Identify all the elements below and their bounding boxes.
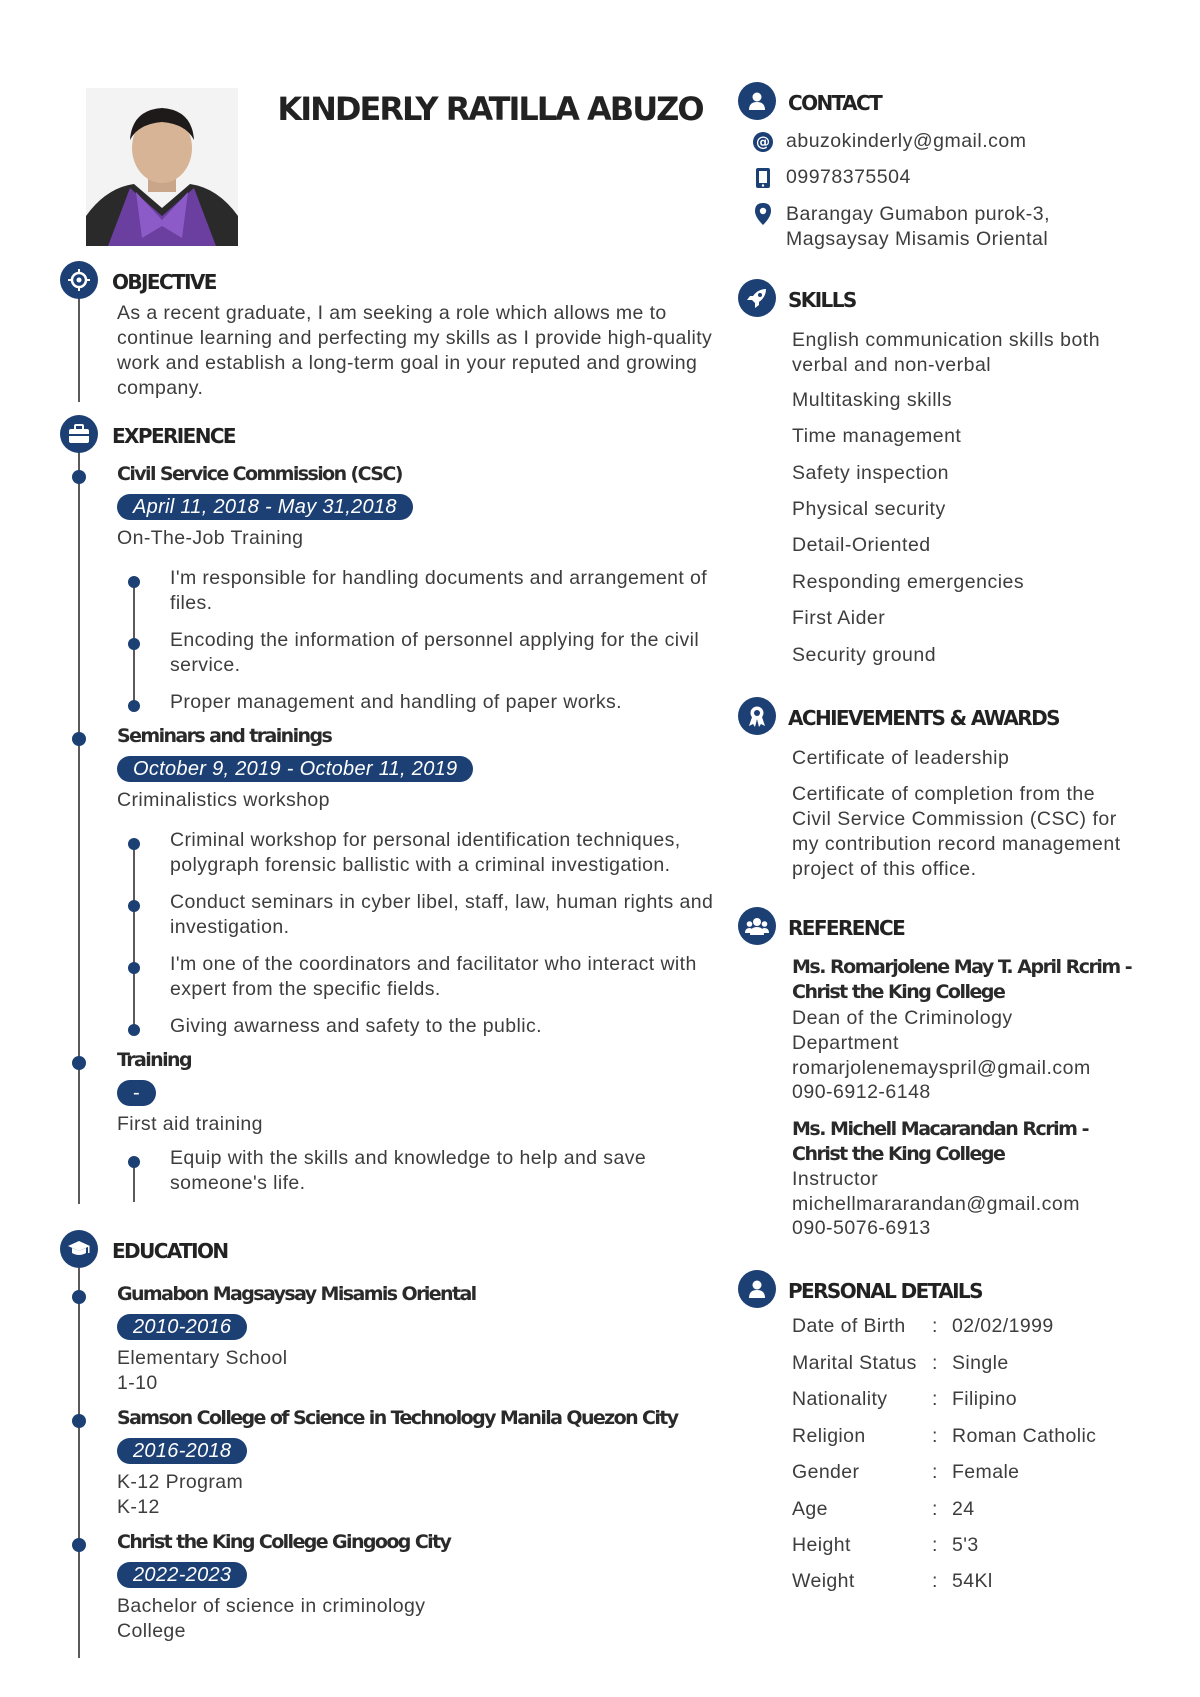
education-level: K-12 Program	[117, 1471, 244, 1493]
experience-role: First aid training	[117, 1113, 263, 1135]
contact-title: CONTACT	[788, 91, 882, 115]
personal-value: Filipino	[952, 1388, 1017, 1410]
reference-title: REFERENCE	[788, 916, 905, 940]
objective-text: As a recent graduate, I am seeking a role which allows me to continue learning and perfecting my skills as I provide high-quality work and establish a long-term goal in your reputed and growing company.	[117, 302, 713, 399]
skill-item: English communication skills both verbal and non-verbal	[792, 329, 1101, 376]
experience-org: Civil Service Commission (CSC)	[117, 463, 402, 485]
bullet-dot	[128, 700, 140, 712]
education-detail: 1-10	[117, 1372, 158, 1394]
experience-date: October 9, 2019 - October 11, 2019	[117, 756, 473, 782]
graduation-cap-icon	[60, 1230, 98, 1268]
personal-title: PERSONAL DETAILS	[788, 1279, 982, 1303]
personal-value: 54Kl	[952, 1570, 993, 1592]
bullet-dot	[128, 1156, 140, 1168]
experience-bullet: Criminal workshop for personal identification techniques, polygraph forensic ballistic with a criminal investigation.	[170, 829, 681, 876]
personal-label: Height	[792, 1534, 851, 1556]
education-level: Bachelor of science in criminology	[117, 1595, 426, 1617]
personal-separator: :	[932, 1498, 938, 1520]
experience-bullet: Conduct seminars in cyber libel, staff, law, human rights and investigation.	[170, 891, 714, 938]
timeline-dot	[72, 1056, 86, 1070]
personal-value: 24	[952, 1498, 975, 1520]
personal-value: 02/02/1999	[952, 1315, 1054, 1337]
education-years: 2022-2023	[117, 1562, 247, 1588]
personal-value: Female	[952, 1461, 1020, 1483]
personal-value: Single	[952, 1352, 1009, 1374]
personal-separator: :	[932, 1425, 938, 1447]
skill-item: Responding emergencies	[792, 571, 1025, 593]
personal-label: Religion	[792, 1425, 866, 1447]
profile-photo	[86, 88, 238, 246]
education-level: Elementary School	[117, 1347, 288, 1369]
skill-item: Detail-Oriented	[792, 534, 931, 556]
bullet-dot	[128, 576, 140, 588]
skill-item: Multitasking skills	[792, 389, 953, 411]
experience-title: EXPERIENCE	[112, 424, 235, 448]
personal-separator: :	[932, 1315, 938, 1337]
award-icon	[738, 697, 776, 735]
experience-org: Seminars and trainings	[117, 725, 332, 747]
person-icon	[738, 82, 776, 120]
timeline-dot	[72, 732, 86, 746]
education-detail: K-12	[117, 1496, 160, 1518]
reference-name: Ms. Michell Macarandan Rcrim - Christ the King College	[792, 1118, 1088, 1165]
experience-role: Criminalistics workshop	[117, 789, 330, 811]
personal-separator: :	[932, 1388, 938, 1410]
group-icon	[738, 907, 776, 945]
crosshair-icon	[60, 261, 98, 299]
education-detail: College	[117, 1620, 186, 1642]
reference-email[interactable]: romarjolenemayspril@gmail.com	[792, 1057, 1091, 1079]
reference-phone[interactable]: 090-6912-6148	[792, 1081, 931, 1103]
svg-text:@: @	[756, 134, 770, 151]
bullet-dot	[128, 1024, 140, 1036]
personal-label: Age	[792, 1498, 828, 1520]
personal-separator: :	[932, 1534, 938, 1556]
education-timeline	[78, 1268, 80, 1658]
experience-bullet: Proper management and handling of paper works.	[170, 691, 622, 713]
achievement-item: Certificate of completion from the Civil Service Commission (CSC) for my contribution record management project of this office.	[792, 783, 1121, 880]
bullet-dot	[128, 900, 140, 912]
experience-bullet: I'm one of the coordinators and facilitator who interact with expert from the specific fields.	[170, 953, 697, 1000]
reference-position: Instructor	[792, 1168, 879, 1190]
timeline-dot	[72, 470, 86, 484]
skill-item: Safety inspection	[792, 462, 950, 484]
objective-title: OBJECTIVE	[112, 270, 216, 294]
education-school: Samson College of Science in Technology Manila Quezon City	[117, 1407, 678, 1429]
skill-item: Security ground	[792, 644, 937, 666]
briefcase-icon	[60, 415, 98, 453]
timeline-dot	[72, 1290, 86, 1304]
contact-phone[interactable]: 09978375504	[786, 166, 911, 188]
experience-date: April 11, 2018 - May 31,2018	[117, 494, 413, 520]
contact-address-line1: Barangay Gumabon purok-3,	[786, 203, 1050, 225]
candidate-name: KINDERLY RATILLA ABUZO	[277, 90, 703, 128]
contact-email[interactable]: abuzokinderly@gmail.com	[786, 130, 1027, 152]
skills-title: SKILLS	[788, 288, 856, 312]
objective-timeline	[78, 298, 80, 402]
personal-label: Date of Birth	[792, 1315, 906, 1337]
skill-item: Physical security	[792, 498, 946, 520]
reference-name: Ms. Romarjolene May T. April Rcrim - Christ the King College	[792, 956, 1132, 1003]
timeline-dot	[72, 1538, 86, 1552]
map-pin-icon	[752, 203, 774, 225]
personal-value: 5'3	[952, 1534, 979, 1556]
contact-address-line2: Magsaysay Misamis Oriental	[786, 228, 1049, 250]
personal-label: Weight	[792, 1570, 855, 1592]
education-school: Christ the King College Gingoog City	[117, 1531, 451, 1553]
experience-timeline	[78, 452, 80, 1204]
bullet-dot	[128, 638, 140, 650]
education-school: Gumabon Magsaysay Misamis Oriental	[117, 1283, 476, 1305]
personal-label: Marital Status	[792, 1352, 917, 1374]
skill-item: Time management	[792, 425, 962, 447]
achievements-title: ACHIEVEMENTS & AWARDS	[788, 706, 1059, 730]
person-icon	[738, 1270, 776, 1308]
rocket-icon	[738, 279, 776, 317]
experience-date: -	[117, 1080, 156, 1106]
education-years: 2010-2016	[117, 1314, 247, 1340]
bullet-dot	[128, 838, 140, 850]
personal-separator: :	[932, 1570, 938, 1592]
reference-phone[interactable]: 090-5076-6913	[792, 1217, 931, 1239]
skill-item: First Aider	[792, 607, 886, 629]
experience-bullet: Equip with the skills and knowledge to help and save someone's life.	[170, 1147, 647, 1194]
personal-label: Gender	[792, 1461, 860, 1483]
personal-separator: :	[932, 1352, 938, 1374]
experience-org: Training	[117, 1049, 191, 1071]
reference-email[interactable]: michellmararandan@gmail.com	[792, 1193, 1080, 1215]
experience-bullet: Giving awarness and safety to the public.	[170, 1015, 542, 1037]
education-title: EDUCATION	[112, 1239, 228, 1263]
personal-label: Nationality	[792, 1388, 888, 1410]
achievement-item: Certificate of leadership	[792, 747, 1010, 769]
phone-icon	[752, 167, 774, 189]
bullet-dot	[128, 962, 140, 974]
experience-role: On-The-Job Training	[117, 527, 304, 549]
education-years: 2016-2018	[117, 1438, 247, 1464]
experience-bullet: I'm responsible for handling documents and arrangement of files.	[170, 567, 708, 614]
personal-separator: :	[932, 1461, 938, 1483]
timeline-dot	[72, 1414, 86, 1428]
at-sign-icon	[752, 131, 774, 153]
personal-value: Roman Catholic	[952, 1425, 1097, 1447]
experience-bullet: Encoding the information of personnel applying for the civil service.	[170, 629, 700, 676]
reference-position: Dean of the Criminology Department	[792, 1007, 1013, 1054]
